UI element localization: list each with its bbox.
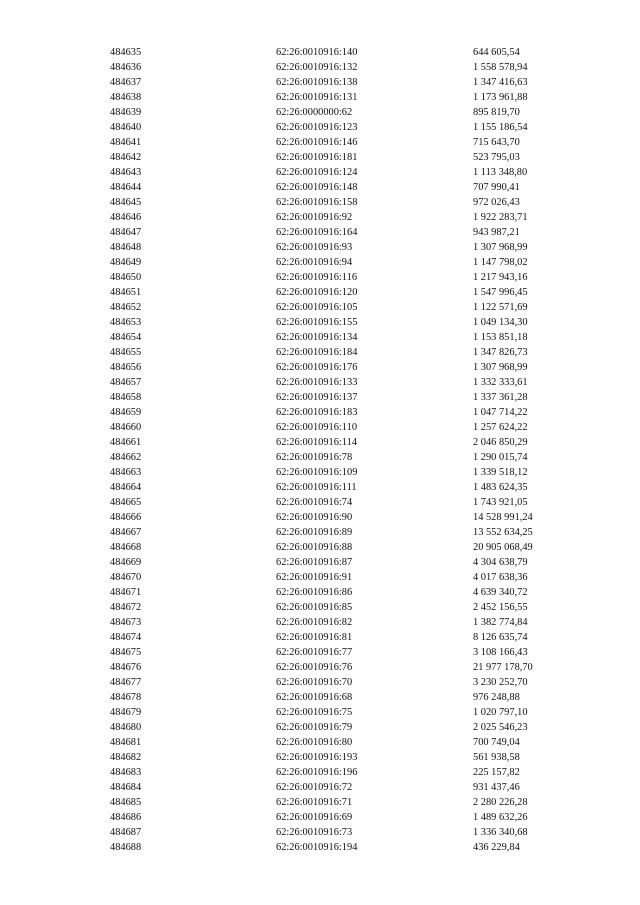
cadastral-number: 62:26:0010916:94	[276, 257, 353, 268]
row-number: 484648	[110, 242, 142, 253]
cadastral-number: 62:26:0010916:176	[276, 362, 358, 373]
row-number: 484642	[110, 152, 142, 163]
table-row	[110, 120, 610, 135]
value-amount: 1 332 333,61	[473, 377, 528, 388]
row-number: 484677	[110, 677, 142, 688]
row-number: 484664	[110, 482, 142, 493]
row-number: 484655	[110, 347, 142, 358]
value-amount: 523 795,03	[473, 152, 520, 163]
row-number: 484656	[110, 362, 142, 373]
row-number: 484671	[110, 587, 142, 598]
cadastral-number: 62:26:0010916:70	[276, 677, 353, 688]
cadastral-number: 62:26:0010916:193	[276, 752, 358, 763]
value-amount: 2 025 546,23	[473, 722, 528, 733]
value-amount: 1 290 015,74	[473, 452, 528, 463]
table-row	[110, 405, 610, 420]
value-amount: 1 489 632,26	[473, 812, 528, 823]
row-number: 484660	[110, 422, 142, 433]
table-row	[110, 240, 610, 255]
table-row	[110, 90, 610, 105]
row-number: 484639	[110, 107, 142, 118]
value-amount: 1 122 571,69	[473, 302, 528, 313]
cadastral-number: 62:26:0010916:110	[276, 422, 358, 433]
cadastral-number: 62:26:0010916:76	[276, 662, 353, 673]
table-row	[110, 615, 610, 630]
row-number: 484645	[110, 197, 142, 208]
value-amount: 3 108 166,43	[473, 647, 528, 658]
row-number: 484652	[110, 302, 142, 313]
value-amount: 1 153 851,18	[473, 332, 528, 343]
table-row	[110, 480, 610, 495]
value-amount: 21 977 178,70	[473, 662, 533, 673]
value-amount: 715 643,70	[473, 137, 520, 148]
table-row	[110, 765, 610, 780]
row-number: 484675	[110, 647, 142, 658]
row-number: 484637	[110, 77, 142, 88]
value-amount: 1 257 624,22	[473, 422, 528, 433]
table-row	[110, 510, 610, 525]
value-amount: 1 155 186,54	[473, 122, 528, 133]
table-row	[110, 810, 610, 825]
table-row	[110, 135, 610, 150]
row-number: 484636	[110, 62, 142, 73]
cadastral-number: 62:26:0010916:181	[276, 152, 358, 163]
row-number: 484680	[110, 722, 142, 733]
cadastral-number: 62:26:0010916:194	[276, 842, 358, 853]
value-amount: 1 049 134,30	[473, 317, 528, 328]
cadastral-number: 62:26:0010916:111	[276, 482, 357, 493]
row-number: 484663	[110, 467, 142, 478]
value-amount: 1 382 774,84	[473, 617, 528, 628]
cadastral-number: 62:26:0000000:62	[276, 107, 353, 118]
row-number: 484665	[110, 497, 142, 508]
row-number: 484668	[110, 542, 142, 553]
table-row	[110, 420, 610, 435]
row-number: 484687	[110, 827, 142, 838]
row-number: 484681	[110, 737, 142, 748]
cadastral-number: 62:26:0010916:72	[276, 782, 353, 793]
cadastral-number: 62:26:0010916:148	[276, 182, 358, 193]
value-amount: 13 552 634,25	[473, 527, 533, 538]
row-number: 484672	[110, 602, 142, 613]
cadastral-number: 62:26:0010916:183	[276, 407, 358, 418]
row-number: 484646	[110, 212, 142, 223]
row-number: 484670	[110, 572, 142, 583]
cadastral-number: 62:26:0010916:73	[276, 827, 353, 838]
row-number: 484644	[110, 182, 142, 193]
row-number: 484647	[110, 227, 142, 238]
cadastral-number: 62:26:0010916:81	[276, 632, 353, 643]
table-row	[110, 315, 610, 330]
table-row	[110, 75, 610, 90]
row-number: 484649	[110, 257, 142, 268]
row-number: 484641	[110, 137, 142, 148]
table-row	[110, 60, 610, 75]
table-row	[110, 450, 610, 465]
value-amount: 225 157,82	[473, 767, 520, 778]
row-number: 484673	[110, 617, 142, 628]
row-number: 484650	[110, 272, 142, 283]
table-row	[110, 345, 610, 360]
table-row	[110, 435, 610, 450]
cadastral-number: 62:26:0010916:140	[276, 47, 358, 58]
table-row	[110, 150, 610, 165]
value-amount: 4 304 638,79	[473, 557, 528, 568]
value-amount: 4 017 638,36	[473, 572, 528, 583]
cadastral-number: 62:26:0010916:69	[276, 812, 353, 823]
table-row	[110, 105, 610, 120]
value-amount: 1 020 797,10	[473, 707, 528, 718]
cadastral-number: 62:26:0010916:85	[276, 602, 353, 613]
row-number: 484674	[110, 632, 142, 643]
table-row	[110, 585, 610, 600]
table-row	[110, 195, 610, 210]
value-amount: 1 217 943,16	[473, 272, 528, 283]
cadastral-number: 62:26:0010916:90	[276, 512, 353, 523]
cadastral-number: 62:26:0010916:131	[276, 92, 358, 103]
row-number: 484678	[110, 692, 142, 703]
row-number: 484640	[110, 122, 142, 133]
cadastral-number: 62:26:0010916:138	[276, 77, 358, 88]
table-row	[110, 210, 610, 225]
value-amount: 707 990,41	[473, 182, 520, 193]
value-amount: 1 307 968,99	[473, 362, 528, 373]
value-amount: 436 229,84	[473, 842, 520, 853]
value-amount: 1 113 348,80	[473, 167, 528, 178]
row-number: 484638	[110, 92, 142, 103]
value-amount: 1 483 624,35	[473, 482, 528, 493]
value-amount: 1 147 798,02	[473, 257, 528, 268]
cadastral-number: 62:26:0010916:86	[276, 587, 353, 598]
value-amount: 8 126 635,74	[473, 632, 528, 643]
table-row	[110, 495, 610, 510]
cadastral-number: 62:26:0010916:92	[276, 212, 353, 223]
table-row	[110, 630, 610, 645]
value-amount: 1 743 921,05	[473, 497, 528, 508]
value-amount: 2 452 156,55	[473, 602, 528, 613]
value-amount: 561 938,58	[473, 752, 520, 763]
cadastral-number: 62:26:0010916:77	[276, 647, 353, 658]
cadastral-number: 62:26:0010916:196	[276, 767, 358, 778]
row-number: 484667	[110, 527, 142, 538]
table-row	[110, 735, 610, 750]
value-amount: 1 547 996,45	[473, 287, 528, 298]
row-number: 484686	[110, 812, 142, 823]
table-row	[110, 705, 610, 720]
table-row	[110, 180, 610, 195]
table-row	[110, 675, 610, 690]
cadastral-number: 62:26:0010916:116	[276, 272, 358, 283]
value-amount: 895 819,70	[473, 107, 520, 118]
cadastral-number: 62:26:0010916:75	[276, 707, 353, 718]
cadastral-number: 62:26:0010916:114	[276, 437, 358, 448]
table-row	[110, 285, 610, 300]
row-number: 484661	[110, 437, 142, 448]
cadastral-number: 62:26:0010916:88	[276, 542, 353, 553]
row-number: 484654	[110, 332, 142, 343]
table-row	[110, 795, 610, 810]
value-amount: 20 905 068,49	[473, 542, 533, 553]
value-amount: 1 347 826,73	[473, 347, 528, 358]
cadastral-number: 62:26:0010916:158	[276, 197, 358, 208]
table-row	[110, 45, 610, 60]
table-row	[110, 825, 610, 840]
cadastral-number: 62:26:0010916:120	[276, 287, 358, 298]
table-row	[110, 525, 610, 540]
value-amount: 1 307 968,99	[473, 242, 528, 253]
cadastral-number: 62:26:0010916:132	[276, 62, 358, 73]
row-number: 484635	[110, 47, 142, 58]
row-number: 484688	[110, 842, 142, 853]
cadastral-number: 62:26:0010916:91	[276, 572, 353, 583]
value-amount: 1 047 714,22	[473, 407, 528, 418]
table-row	[110, 540, 610, 555]
value-amount: 972 026,43	[473, 197, 520, 208]
document-table	[110, 45, 610, 855]
value-amount: 1 173 961,88	[473, 92, 528, 103]
cadastral-number: 62:26:0010916:82	[276, 617, 353, 628]
table-row	[110, 555, 610, 570]
value-amount: 644 605,54	[473, 47, 520, 58]
table-row	[110, 255, 610, 270]
table-row	[110, 840, 610, 855]
value-amount: 1 347 416,63	[473, 77, 528, 88]
cadastral-number: 62:26:0010916:134	[276, 332, 358, 343]
cadastral-number: 62:26:0010916:133	[276, 377, 358, 388]
row-number: 484666	[110, 512, 142, 523]
table-row	[110, 600, 610, 615]
value-amount: 1 558 578,94	[473, 62, 528, 73]
cadastral-number: 62:26:0010916:105	[276, 302, 358, 313]
value-amount: 1 336 340,68	[473, 827, 528, 838]
row-number: 484653	[110, 317, 142, 328]
cadastral-number: 62:26:0010916:124	[276, 167, 358, 178]
value-amount: 4 639 340,72	[473, 587, 528, 598]
cadastral-number: 62:26:0010916:68	[276, 692, 353, 703]
value-amount: 700 749,04	[473, 737, 520, 748]
value-amount: 931 437,46	[473, 782, 520, 793]
row-number: 484682	[110, 752, 142, 763]
cadastral-number: 62:26:0010916:74	[276, 497, 353, 508]
table-row	[110, 465, 610, 480]
table-row	[110, 225, 610, 240]
cadastral-number: 62:26:0010916:109	[276, 467, 358, 478]
cadastral-number: 62:26:0010916:71	[276, 797, 353, 808]
value-amount: 1 922 283,71	[473, 212, 528, 223]
cadastral-number: 62:26:0010916:164	[276, 227, 358, 238]
value-amount: 3 230 252,70	[473, 677, 528, 688]
value-amount: 976 248,88	[473, 692, 520, 703]
cadastral-number: 62:26:0010916:79	[276, 722, 353, 733]
table-row	[110, 390, 610, 405]
row-number: 484651	[110, 287, 142, 298]
value-amount: 943 987,21	[473, 227, 520, 238]
table-row	[110, 330, 610, 345]
table-row	[110, 780, 610, 795]
row-number: 484683	[110, 767, 142, 778]
cadastral-number: 62:26:0010916:184	[276, 347, 358, 358]
row-number: 484643	[110, 167, 142, 178]
value-amount: 14 528 991,24	[473, 512, 533, 523]
table-row	[110, 300, 610, 315]
table-row	[110, 165, 610, 180]
table-row	[110, 270, 610, 285]
cadastral-number: 62:26:0010916:80	[276, 737, 353, 748]
row-number: 484684	[110, 782, 142, 793]
table-row	[110, 360, 610, 375]
cadastral-number: 62:26:0010916:89	[276, 527, 353, 538]
table-row	[110, 750, 610, 765]
table-row	[110, 570, 610, 585]
row-number: 484685	[110, 797, 142, 808]
cadastral-number: 62:26:0010916:87	[276, 557, 353, 568]
cadastral-number: 62:26:0010916:137	[276, 392, 358, 403]
cadastral-number: 62:26:0010916:155	[276, 317, 358, 328]
row-number: 484669	[110, 557, 142, 568]
table-row	[110, 645, 610, 660]
value-amount: 1 339 518,12	[473, 467, 528, 478]
row-number: 484657	[110, 377, 142, 388]
cadastral-number: 62:26:0010916:146	[276, 137, 358, 148]
row-number: 484662	[110, 452, 142, 463]
cadastral-number: 62:26:0010916:93	[276, 242, 353, 253]
table-row	[110, 375, 610, 390]
cadastral-number: 62:26:0010916:123	[276, 122, 358, 133]
value-amount: 2 046 850,29	[473, 437, 528, 448]
row-number: 484679	[110, 707, 142, 718]
value-amount: 2 280 226,28	[473, 797, 528, 808]
row-number: 484676	[110, 662, 142, 673]
cadastral-number: 62:26:0010916:78	[276, 452, 353, 463]
table-row	[110, 690, 610, 705]
row-number: 484659	[110, 407, 142, 418]
table-row	[110, 720, 610, 735]
table-row	[110, 660, 610, 675]
value-amount: 1 337 361,28	[473, 392, 528, 403]
row-number: 484658	[110, 392, 142, 403]
